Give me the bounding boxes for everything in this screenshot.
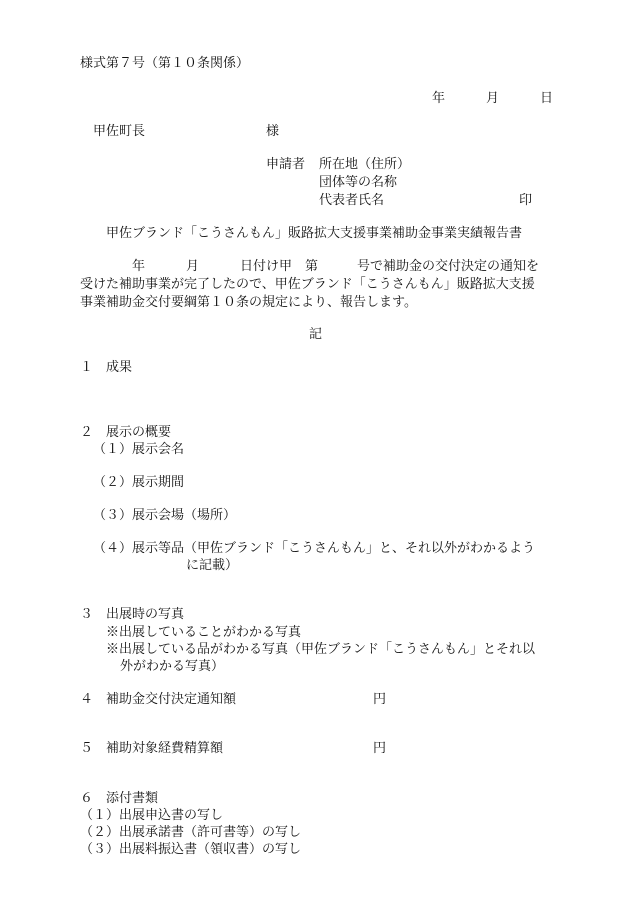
section-5-title: 補助対象経費精算額 (106, 741, 224, 756)
applicant-label: 申請者 (266, 157, 306, 172)
document-title: 甲佐ブランド「こうさんもん」販路拡大支援事業補助金事業実績報告書 (106, 226, 523, 241)
section-6-number: ６ (80, 791, 94, 806)
date-day-label: 日 (540, 91, 554, 106)
section-1-title: 成果 (106, 360, 133, 375)
seal-mark: 印 (519, 193, 533, 208)
applicant-address-label: 所在地（住所） (319, 157, 411, 172)
section-3-note-2-line-1: ※出展している品がわかる写真（甲佐ブランド「こうさんもん」とそれ以 (106, 642, 536, 657)
addressee-honorific: 様 (266, 124, 280, 139)
section-4-unit: 円 (373, 692, 387, 707)
section-6-item-1: （１）出展申込書の写し (80, 808, 224, 823)
applicant-rep-name-label: 代表者氏名 (319, 193, 385, 208)
section-5-number: ５ (80, 741, 94, 756)
section-6-title: 添付書類 (106, 791, 159, 806)
ki-heading: 記 (309, 327, 323, 342)
section-2-number: ２ (80, 425, 94, 440)
section-2-item-1: （１）展示会名 (93, 442, 185, 457)
body-line-1: 日付け甲 第 号で補助金の交付決定の通知を (240, 259, 540, 274)
section-3-note-2-line-2: 外がわかる写真） (120, 659, 225, 674)
section-6-item-2: （２）出展承諾書（許可書等）の写し (80, 825, 302, 840)
date-month-label: 月 (486, 91, 500, 106)
section-3-number: ３ (80, 607, 94, 622)
body-month-label: 月 (186, 259, 200, 274)
section-1-number: １ (80, 360, 94, 375)
section-2-title: 展示の概要 (106, 425, 172, 440)
section-5-unit: 円 (373, 741, 387, 756)
applicant-org-name-label: 団体等の名称 (319, 175, 398, 190)
section-2-item-4-line-2: に記載） (186, 558, 239, 573)
section-2-item-2: （２）展示期間 (93, 475, 185, 490)
date-year-label: 年 (432, 91, 446, 106)
addressee-name: 甲佐町長 (93, 124, 146, 139)
section-6-item-3: （３）出展料振込書（領収書）の写し (80, 842, 302, 857)
section-2-item-3: （３）展示会場（場所） (93, 508, 237, 523)
section-4-title: 補助金交付決定通知額 (106, 692, 237, 707)
section-3-title: 出展時の写真 (106, 607, 185, 622)
body-year-label: 年 (132, 259, 146, 274)
body-line-2: 受けた補助事業が完了したので、甲佐ブランド「こうさんもん」販路拡大支援 (80, 277, 535, 292)
section-2-item-4-line-1: （４）展示等品（甲佐ブランド「こうさんもん」と、それ以外がわかるよう (93, 541, 536, 556)
section-3-note-1: ※出展していることがわかる写真 (106, 625, 302, 640)
section-4-number: ４ (80, 692, 94, 707)
form-number: 様式第７号（第１０条関係） (80, 56, 250, 71)
body-line-3: 事業補助金交付要綱第１０条の規定により、報告します。 (80, 295, 417, 310)
